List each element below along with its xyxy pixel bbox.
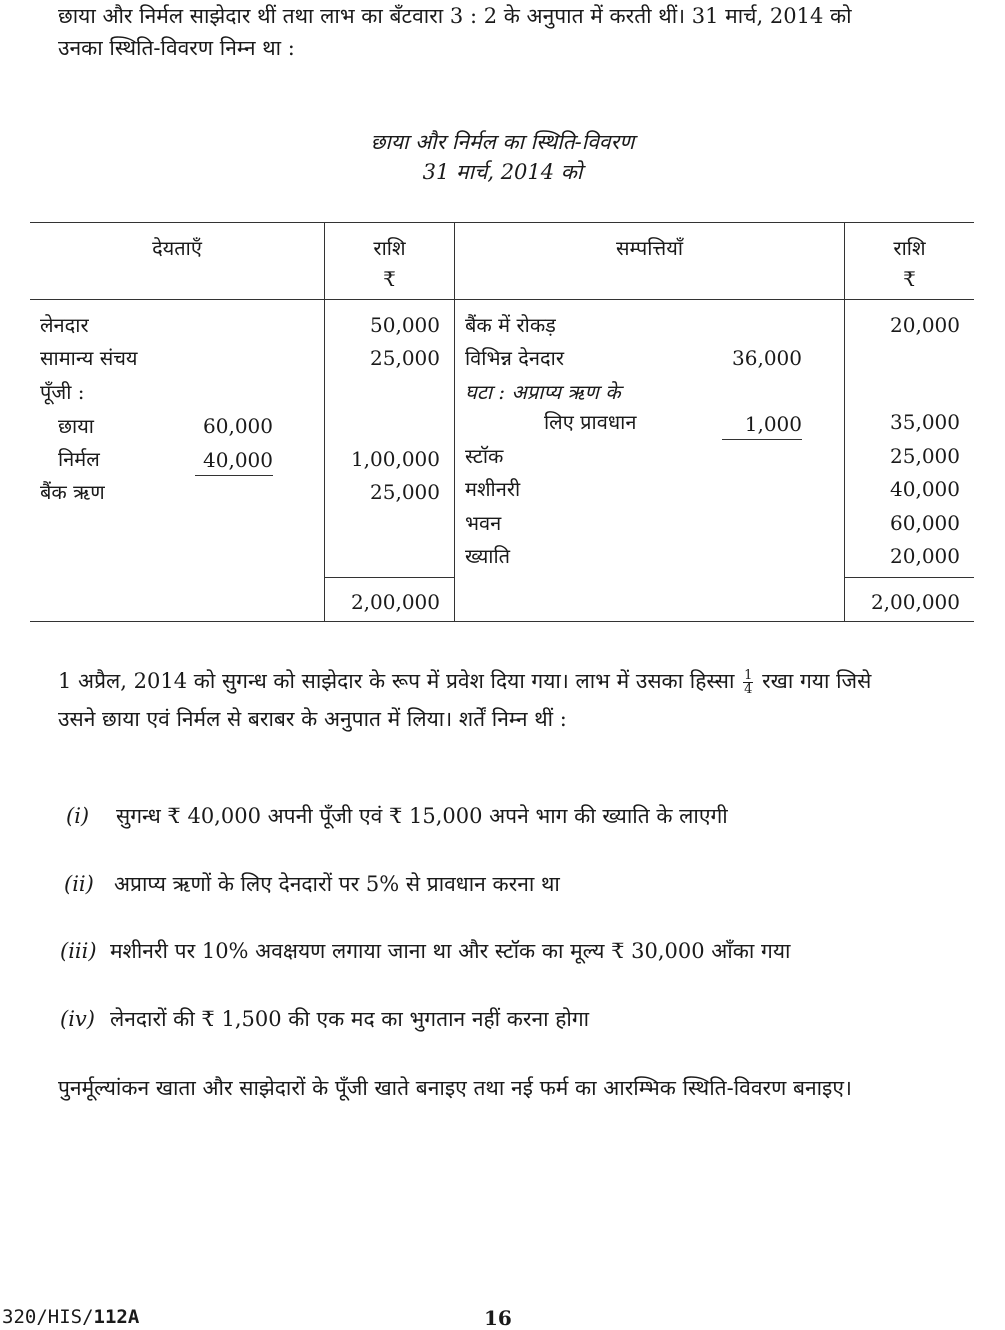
asset-goodwill-amount: 20,000: [890, 544, 960, 568]
capital-chhaya-label: छाया: [58, 414, 94, 438]
intro-line-2: उनका स्थिति-विवरण निम्न था :: [58, 36, 295, 60]
fraction-numerator: 1: [744, 668, 753, 683]
instruction-text: पुनर्मूल्यांकन खाता और साझेदारों के पूँजी खाते बनाइए तथा नई फर्म का आरम्भिक स्थिति-विवरण बनाइए।: [58, 1076, 852, 1100]
asset-debtors-inner: 36,000: [732, 346, 802, 370]
admission-line-2: उसने छाया एवं निर्मल से बराबर के अनुपात में लिया। शर्तें निम्न थीं :: [58, 707, 567, 731]
intro-line-1: छाया और निर्मल साझेदार थीं तथा लाभ का बँटवारा 3 : 2 के अनुपात में करती थीं। 31 मार्च, 2014 को: [58, 4, 852, 28]
asset-stock-label: स्टॉक: [465, 444, 504, 468]
asset-net-debtors-amount: 35,000: [890, 410, 960, 434]
header-assets-currency: ₹: [903, 267, 916, 291]
table-bottom-border: [30, 621, 974, 622]
liability-bank-loan-amount: 25,000: [370, 480, 440, 504]
paper-code-prefix: 320/HIS/: [2, 1306, 94, 1328]
condition-label-4: (iv): [60, 1007, 95, 1031]
asset-stock-amount: 25,000: [890, 444, 960, 468]
asset-building-label: भवन: [465, 511, 502, 535]
asset-provision-inner: 1,000: [722, 409, 802, 440]
balance-sheet-table: [0, 0, 1005, 640]
capital-total-amount: 1,00,000: [350, 447, 440, 471]
header-assets-amount: राशि: [893, 236, 926, 260]
liability-bank-loan-label: बैंक ऋण: [40, 480, 105, 504]
condition-item-2: [60, 868, 560, 900]
asset-provision-line-2: लिए प्रावधान: [544, 410, 637, 434]
condition-text-3: मशीनरी पर 10% अवक्षयण लगाया जाना था और स्टॉक का मूल्य ₹ 30,000 आँका गया: [110, 939, 791, 963]
header-liabilities-currency: ₹: [383, 267, 396, 291]
capital-nirmal-amount: 40,000: [195, 445, 273, 476]
page-number: 16: [484, 1306, 512, 1330]
col-divider-2: [454, 222, 455, 622]
asset-debtors-label: विभिन्न देनदार: [465, 346, 564, 370]
paper-code-bold: 112A: [93, 1306, 140, 1328]
asset-cash-label: बैंक में रोकड़: [465, 313, 556, 337]
statement-title-line-2: 31 मार्च, 2014 को: [422, 160, 583, 184]
header-assets: सम्पत्तियाँ: [615, 236, 684, 260]
condition-text-1: सुगन्ध ₹ 40,000 अपनी पूँजी एवं ₹ 15,000 अपने भाग की ख्याति के लाएगी: [116, 804, 728, 828]
statement-title-line-1: छाया और निर्मल का स्थिति-विवरण: [370, 130, 635, 154]
liability-creditors-amount: 50,000: [370, 313, 440, 337]
table-top-border: [30, 222, 974, 223]
asset-provision-line-1: घटा : अप्राप्य ऋण के: [465, 380, 621, 404]
liability-capital-label: पूँजी :: [40, 380, 85, 404]
header-liabilities-amount: राशि: [373, 236, 406, 260]
header-liabilities: देयताएँ: [152, 236, 202, 260]
condition-item-3: [60, 935, 790, 967]
condition-label-3: (iii): [60, 939, 97, 963]
admission-line-1a: 1 अप्रैल, 2014 को सुगन्ध को साझेदार के रूप में प्रवेश दिया गया। लाभ में उसका हिस्सा: [58, 669, 735, 693]
condition-text-2: अप्राप्य ऋणों के लिए देनदारों पर 5% से प्रावधान करना था: [114, 872, 560, 896]
liabilities-total: 2,00,000: [350, 590, 440, 614]
asset-goodwill-label: ख्याति: [465, 544, 511, 568]
admission-line-1b: रखा गया जिसे: [762, 669, 872, 693]
table-header-border: [30, 299, 974, 300]
condition-item-1: [60, 800, 728, 832]
asset-cash-amount: 20,000: [890, 313, 960, 337]
capital-nirmal-label: निर्मल: [58, 447, 100, 471]
asset-building-amount: 60,000: [890, 511, 960, 535]
liabilities-total-rule: [325, 577, 454, 578]
paper-code: [2, 1306, 139, 1328]
liability-creditors-label: लेनदार: [40, 313, 89, 337]
condition-label-2: (ii): [64, 872, 94, 896]
asset-machinery-label: मशीनरी: [465, 477, 521, 501]
condition-label-1: (i): [66, 804, 90, 828]
assets-total: 2,00,000: [870, 590, 960, 614]
admission-paragraph: [58, 662, 871, 738]
condition-item-4: [60, 1003, 589, 1035]
asset-machinery-amount: 40,000: [890, 477, 960, 501]
capital-chhaya-amount: 60,000: [203, 414, 273, 438]
liability-reserve-label: सामान्य संचय: [40, 346, 138, 370]
fraction-denominator: 4: [744, 682, 753, 697]
share-fraction: [743, 669, 753, 696]
assets-total-rule: [845, 577, 974, 578]
liability-reserve-amount: 25,000: [370, 346, 440, 370]
admission-line-1: [58, 662, 871, 700]
condition-text-4: लेनदारों की ₹ 1,500 की एक मद का भुगतान नहीं करना होगा: [110, 1007, 590, 1031]
